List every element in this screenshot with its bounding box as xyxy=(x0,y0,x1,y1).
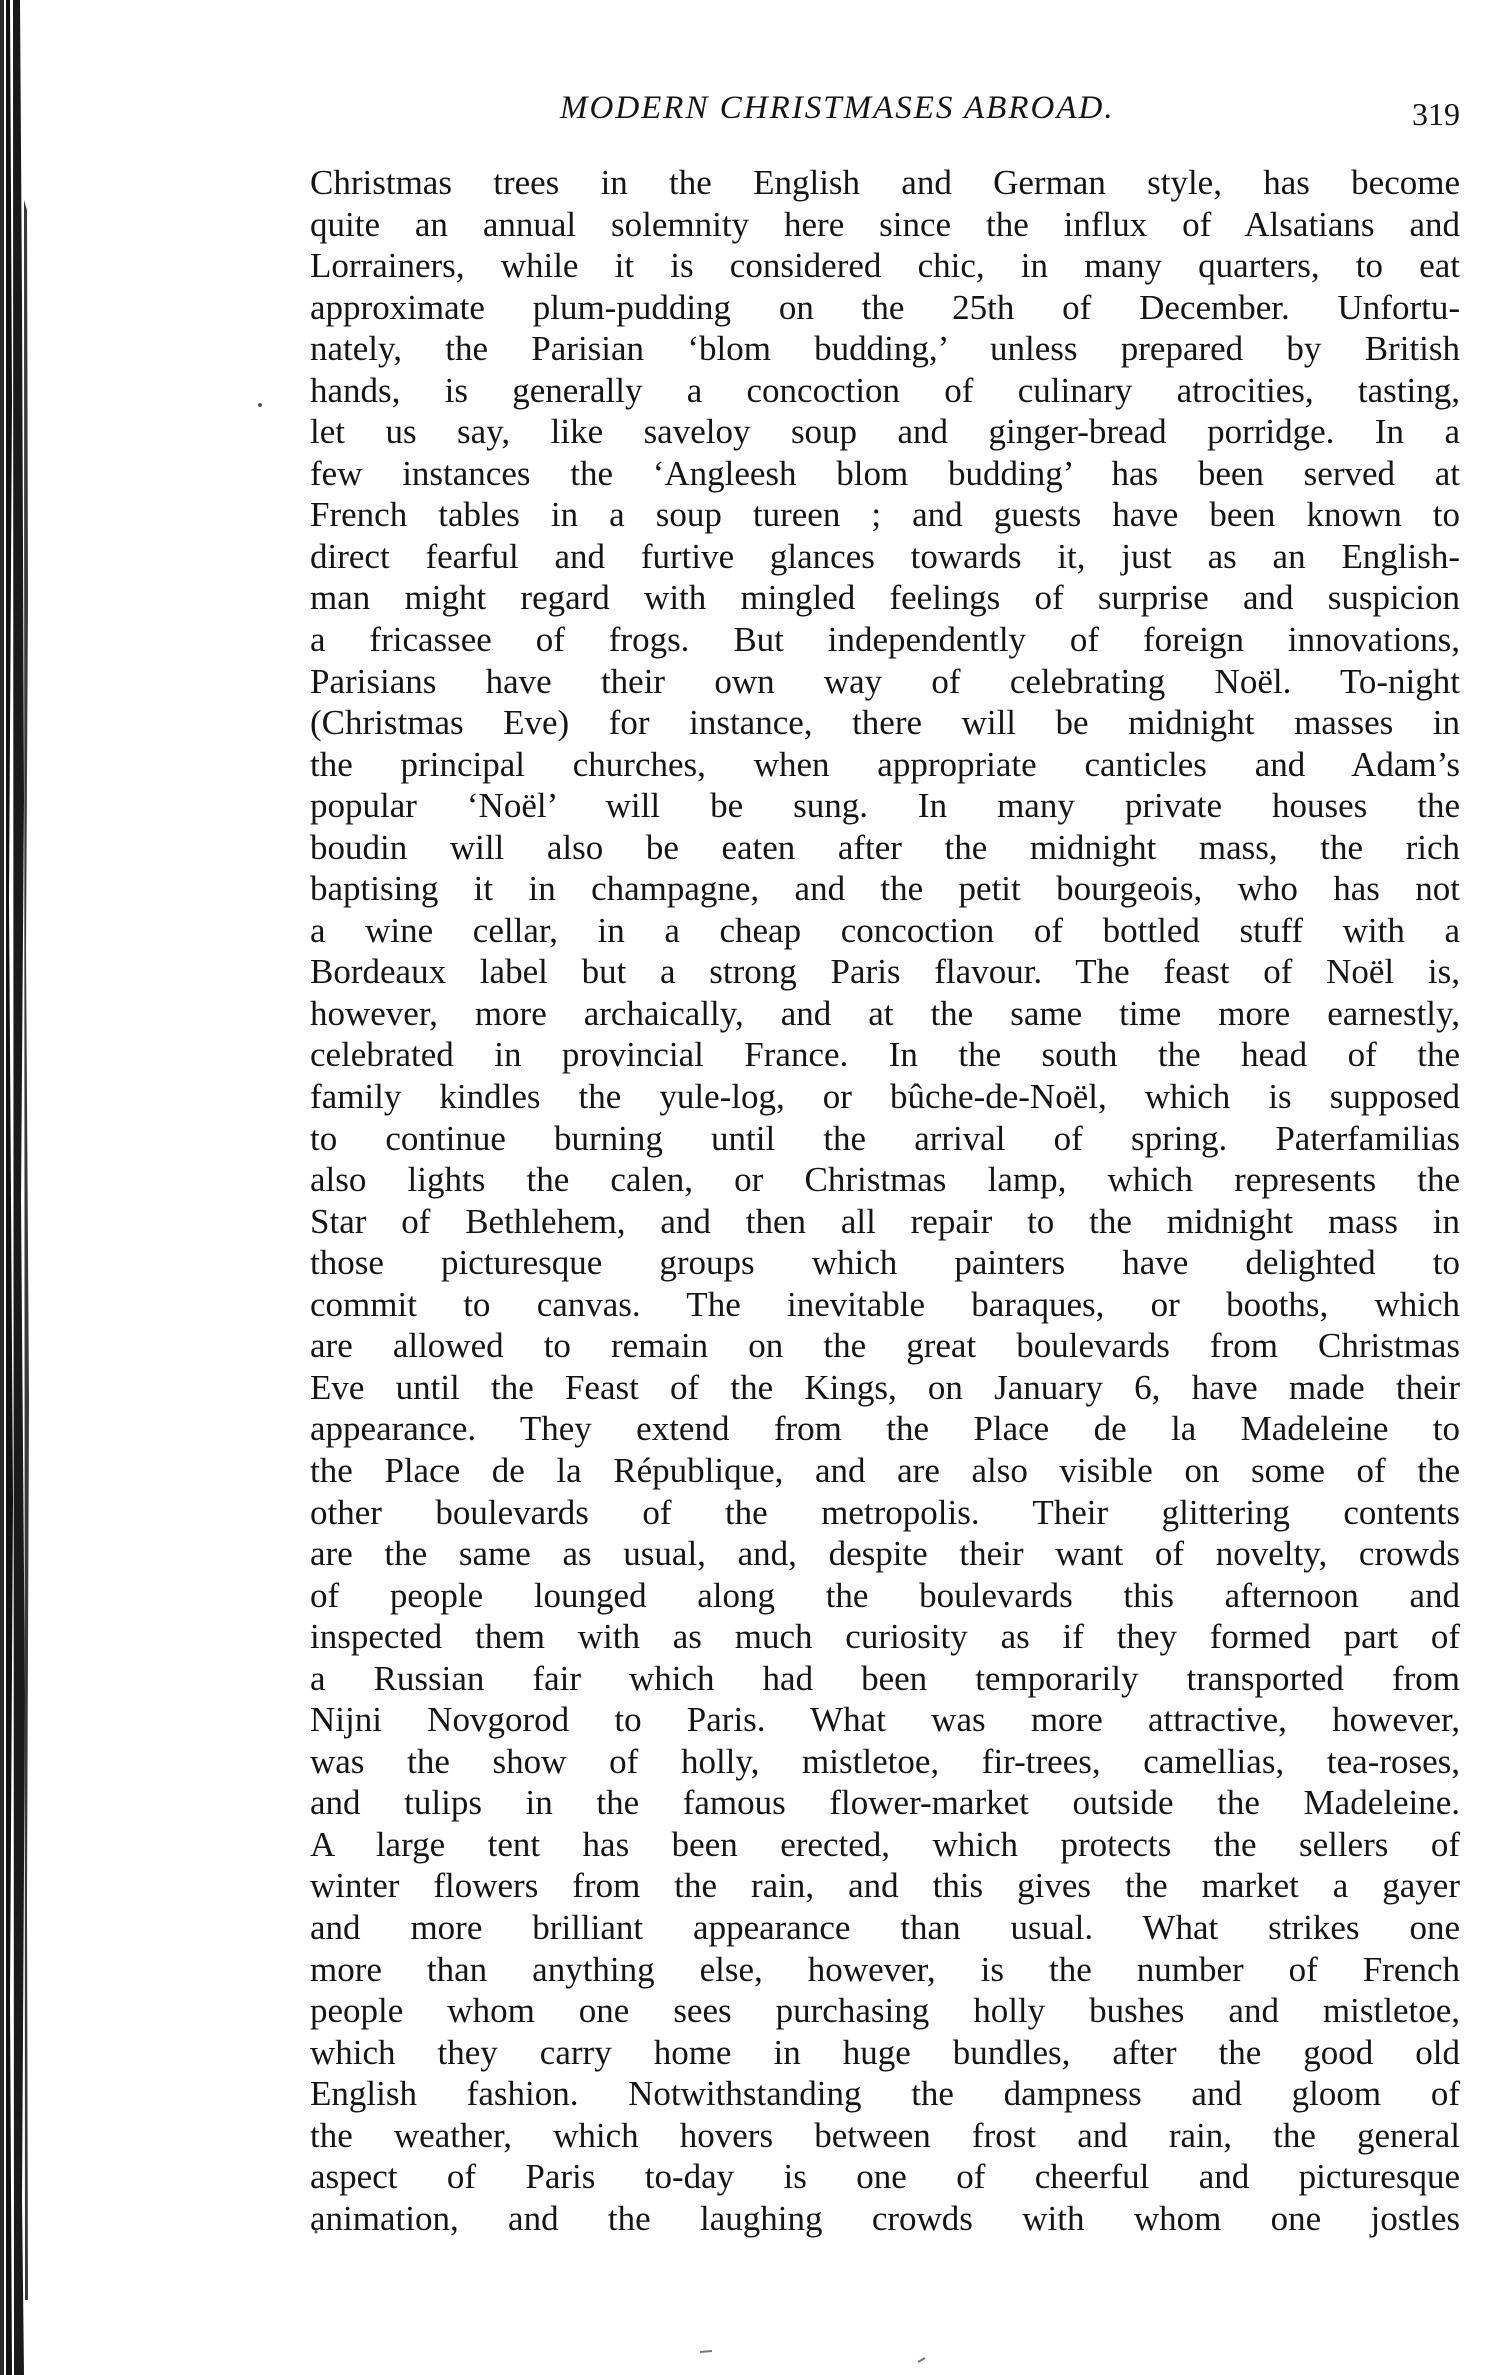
text-line: boudin will also be eaten after the midnight mass, the rich xyxy=(310,827,1460,867)
text-line: man might regard with mingled feelings of surprise and suspicion xyxy=(310,578,1460,618)
text-line: French tables in a soup tureen ; and guests have been known to xyxy=(310,495,1460,535)
text-line: baptising it in champagne, and the petit bourgeois, who has not xyxy=(310,869,1460,909)
text-line: Star of Bethlehem, and then all repair to the midnight mass in xyxy=(310,1201,1460,1241)
text-line: aspect of Paris to-day is one of cheerful and picturesque xyxy=(310,2157,1460,2197)
text-line: A large tent has been erected, which protects the sellers of xyxy=(310,1824,1460,1864)
text-line: hands, is generally a concoction of culinary atrocities, tasting, xyxy=(310,370,1460,410)
text-line: the Place de la République, and are also visible on some of the xyxy=(310,1450,1460,1490)
text-line: Eve until the Feast of the Kings, on January 6, have made their xyxy=(310,1367,1460,1407)
text-line: more than anything else, however, is the number of French xyxy=(310,1949,1460,1989)
page-number: 319 xyxy=(1412,96,1460,132)
text-line: quite an annual solemnity here since the influx of Alsatians and xyxy=(310,204,1460,244)
text-line: winter flowers from the rain, and this gives the market a gayer xyxy=(310,1866,1460,1906)
text-line: inspected them with as much curiosity as if they formed part of xyxy=(310,1617,1460,1657)
text-line: a Russian fair which had been temporarily transported from xyxy=(310,1658,1460,1698)
text-line: the weather, which hovers between frost and rain, the general xyxy=(310,2115,1460,2155)
text-line: however, more archaically, and at the same time more earnestly, xyxy=(310,993,1460,1033)
text-line: few instances the ‘Angleesh blom budding’ has been served at xyxy=(310,453,1460,493)
book-page xyxy=(310,80,1460,2239)
body-text xyxy=(310,162,1460,2239)
text-line: of people lounged along the boulevards this afternoon and xyxy=(310,1575,1460,1615)
text-line: popular ‘Noël’ will be sung. In many private houses the xyxy=(310,786,1460,826)
text-line: and tulips in the famous flower-market outside the Madeleine. xyxy=(310,1783,1460,1823)
text-line: celebrated in provincial France. In the south the head of the xyxy=(310,1035,1460,1075)
page-header xyxy=(310,80,1460,140)
text-line: nately, the Parisian ‘blom budding,’ unless prepared by British xyxy=(310,329,1460,369)
text-line: a wine cellar, in a cheap concoction of bottled stuff with a xyxy=(310,910,1460,950)
text-line: Bordeaux label but a strong Paris flavour. The feast of Noël is, xyxy=(310,952,1460,992)
running-title: MODERN CHRISTMASES ABROAD. xyxy=(560,90,1115,126)
text-line: English fashion. Notwithstanding the dampness and gloom of xyxy=(310,2074,1460,2114)
text-line: other boulevards of the metropolis. Their glittering contents xyxy=(310,1492,1460,1532)
text-line: which they carry home in huge bundles, after the good old xyxy=(310,2032,1460,2072)
text-line: Parisians have their own way of celebrating Noël. To-night xyxy=(310,661,1460,701)
text-line: direct fearful and furtive glances towards it, just as an English- xyxy=(310,536,1460,576)
text-line: those picturesque groups which painters have delighted to xyxy=(310,1243,1460,1283)
text-line: let us say, like saveloy soup and ginger-bread porridge. In a xyxy=(310,412,1460,452)
text-line: (Christmas Eve) for instance, there will be midnight masses in xyxy=(310,703,1460,743)
text-line: commit to canvas. The inevitable baraques, or booths, which xyxy=(310,1284,1460,1324)
text-line: to continue burning until the arrival of spring. Paterfamilias xyxy=(310,1118,1460,1158)
text-line: appearance. They extend from the Place de la Madeleine to xyxy=(310,1409,1460,1449)
text-line: Nijni Novgorod to Paris. What was more attractive, however, xyxy=(310,1700,1460,1740)
text-line: people whom one sees purchasing holly bushes and mistletoe, xyxy=(310,1991,1460,2031)
text-line: Christmas trees in the English and German style, has become xyxy=(310,163,1460,202)
text-line: was the show of holly, mistletoe, fir-trees, camellias, tea-roses, xyxy=(310,1741,1460,1781)
text-line: a fricassee of frogs. But independently of foreign innovations, xyxy=(310,620,1460,660)
text-line: are allowed to remain on the great boulevards from Christmas xyxy=(310,1326,1460,1366)
text-line: family kindles the yule-log, or bûche-de-Noël, which is supposed xyxy=(310,1077,1460,1117)
text-line: the principal churches, when appropriate canticles and Adam’s xyxy=(310,744,1460,784)
text-line: are the same as usual, and, despite their want of novelty, crowds xyxy=(310,1534,1460,1574)
text-line: approximate plum-pudding on the 25th of December. Unfortu- xyxy=(310,287,1460,327)
text-line: and more brilliant appearance than usual. What strikes one xyxy=(310,1907,1460,1947)
text-line: also lights the calen, or Christmas lamp, which represents the xyxy=(310,1160,1460,1200)
text-line: Lorrainers, while it is considered chic, in many quarters, to eat xyxy=(310,246,1460,286)
text-line: animation, and the laughing crowds with whom one jostles xyxy=(310,2198,1460,2238)
